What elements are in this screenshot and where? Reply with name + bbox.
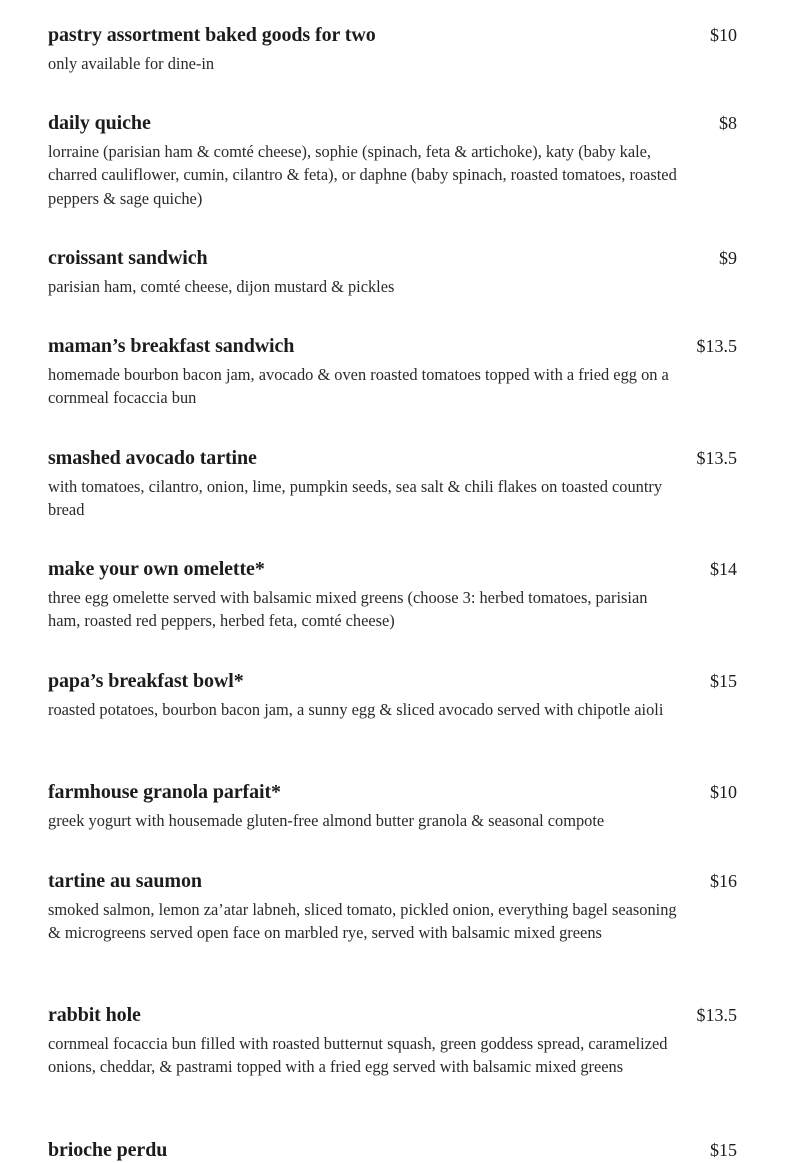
item-price: $13.5 [696,448,737,468]
menu-item-header [48,868,738,894]
item-description: homemade bourbon bacon jam, avocado & oven roasted tomatoes topped with a fried egg on a cornmeal focaccia bun [48,365,669,408]
menu-item-header [48,1002,738,1028]
item-name: rabbit hole [48,1004,141,1026]
item-description: parisian ham, comté cheese, dijon mustard & pickles [48,277,395,296]
item-name: pastry assortment baked goods for two [48,24,376,46]
menu-item [48,1002,738,1079]
item-name: smashed avocado tartine [48,447,257,469]
item-price: $10 [710,25,737,45]
item-price: $9 [719,248,737,268]
item-description: cornmeal focaccia bun filled with roasted butternut squash, green goddess spread, caramelized onions, cheddar, & pastrami topped with a fried egg served with balsamic mixed greens [48,1034,668,1077]
item-name: tartine au saumon [48,870,202,892]
item-name: croissant sandwich [48,247,208,269]
item-description: with tomatoes, cilantro, onion, lime, pumpkin seeds, sea salt & chili flakes on toasted country bread [48,477,663,520]
menu-item-header [48,445,738,471]
item-price: $15 [710,1140,737,1160]
menu-item-header [48,333,738,359]
menu-item-header [48,556,738,582]
item-description: lorraine (parisian ham & comté cheese), sophie (spinach, feta & artichoke), katy (baby kale, charred cauliflower, cumin, cilantro & feta), or daphne (baby spinach, roasted tomatoes, roasted peppers & sage quiche) [48,142,677,208]
menu-item-header [48,245,738,271]
item-description: only available for dine-in [48,54,215,73]
menu-item [48,868,738,945]
item-price: $14 [710,559,737,579]
item-name: brioche perdu [48,1139,168,1161]
menu-item [48,445,738,522]
item-description: smoked salmon, lemon za’atar labneh, sliced tomato, pickled onion, everything bagel seasoning & microgreens served open face on marbled rye, served with balsamic mixed greens [48,900,677,943]
item-price: $13.5 [696,336,737,356]
item-price: $8 [719,113,737,133]
item-price: $15 [710,671,737,691]
menu-item-header [48,779,738,805]
item-name: daily quiche [48,112,151,134]
menu-item [48,245,738,298]
item-name: farmhouse granola parfait* [48,781,281,803]
menu-item [48,556,738,633]
menu-item [48,668,738,721]
menu-item [48,1137,738,1163]
item-description: roasted potatoes, bourbon bacon jam, a sunny egg & sliced avocado served with chipotle aioli [48,700,664,719]
menu-item [48,333,738,410]
item-price: $13.5 [696,1005,737,1025]
menu-item-header [48,110,738,136]
item-name: maman’s breakfast sandwich [48,335,295,357]
menu-item [48,110,738,210]
item-price: $10 [710,782,737,802]
menu-item-header [48,1137,738,1163]
menu-item-header [48,668,738,694]
item-price: $16 [710,871,737,891]
menu-item [48,22,738,75]
item-description: greek yogurt with housemade gluten-free almond butter granola & seasonal compote [48,811,605,830]
item-description: three egg omelette served with balsamic mixed greens (choose 3: herbed tomatoes, parisian ham, roasted red peppers, herbed feta, comté cheese) [48,588,648,631]
menu-item [48,779,738,832]
item-name: papa’s breakfast bowl* [48,670,244,692]
menu-item-header [48,22,738,48]
item-name: make your own omelette* [48,558,265,580]
